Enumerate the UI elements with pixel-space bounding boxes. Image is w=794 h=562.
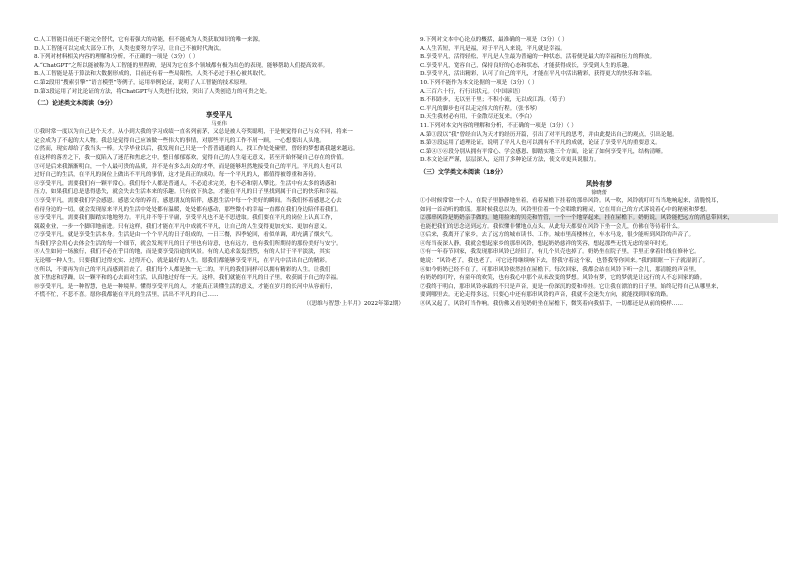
paragraph-line: 看待身边的一切，就会发现原来平凡的生活中处处都有温暖，处处都有感动，那些微小的幸福一直都在我们身边陪伴着我们。 <box>34 206 342 213</box>
article-title: 风铃有梦 <box>585 179 613 188</box>
q9-option-c: C.享受平凡，宽容自己，保持良好的心态和状态，才能获得成长，享受到人生的乐趣。 <box>420 62 633 69</box>
q11-option-d: D.本文论证严谨，层层深入，运用了多种论证方法，使文章更具说服力。 <box>420 157 600 164</box>
q11-option-b: B.第③段运用了道理论证，说明了平凡人也可以拥有不平凡的成就，论证了享受平凡的重要意义。 <box>420 140 661 147</box>
paragraph-line: 不慌不忙，不悲不喜。愿你我都能在平凡的生活里，活出不平凡的自己…… <box>34 292 219 299</box>
q9-option-b: B.享受平凡，活得轻松，平凡是人生最为普遍的一种状态，活着便是最大的幸福和压力的释放。 <box>420 54 656 61</box>
paragraph-line: ⑩享受平凡，是一种智慧，也是一种境界。懂得享受平凡的人，才能真正读懂生活的意义，才能在岁月的长河中从容前行， <box>34 283 337 290</box>
paragraph-line: ⑤享受平凡，需要我们学会感恩。感恩父母的养育，感恩朋友的陪伴，感恩生活中每一个美好的瞬间。当我们怀着感恩之心去 <box>34 197 342 204</box>
paragraph-line: 过好自己的生活，在平凡的岗位上做出不平凡的事情，这才是真正的成功。每一个平凡的人，都值得被尊重和善待。 <box>34 172 320 179</box>
paragraph-line: 兢兢业业，一步一个脚印地前进。只有这样，我们才能在平凡中成就不平凡，让自己的人生变得更加充实、更加有意义。 <box>34 223 331 230</box>
paragraph-line: ⑧人生如同一场旅行，我们不必在乎目的地，而是要享受沿途的风景。有的人追求轰轰烈烈，有的人甘于平平淡淡，其实 <box>34 249 331 256</box>
paragraph-line: ③可是后来我渐渐明白，一个人最可贵的品质，并不是有多么出众的才华，而是能够坦然地接受自己的平凡。平凡的人也可以 <box>34 163 342 170</box>
highlighted-paragraph-line: ②那串风铃是奶奶亲手做的。她用捡来的贝壳和竹管，一个一个地穿起来，挂在屋檐下。奶奶说，风铃能把远方的消息带回来， <box>420 214 778 223</box>
paragraph-line: ⑦享受平凡，就是享受生活本身。生活是由一个个平凡的日子组成的，一日三餐，四季轮回，看似单调，却充满了烟火气。 <box>34 232 337 239</box>
q8-option-c: C.第2段用“搜索引擎”“语言模型”等例子，运用举例论证，说明了人工智能的技术原理。 <box>34 79 251 86</box>
intro-line: D.人工智能可以完成大部分工作，人类也要努力学习，让自己不被时代淘汰。 <box>34 45 225 52</box>
q9-option-a: A.人生苦短，平凡是福，对于平凡人来说，平凡就是幸福。 <box>420 45 566 52</box>
article-author: 徐晓蕾 <box>591 189 607 196</box>
article-author: 马亚伟 <box>211 121 227 128</box>
article-body <box>420 197 778 309</box>
right-column <box>420 36 778 309</box>
q8-option-d: D.第3段运用了对比论证的方法，将ChatGPT与人类进行比较，突出了人类创造力的可贵之处。 <box>34 88 271 95</box>
article-source: （《思维与智慧·上半月》2022年第2期） <box>303 301 404 308</box>
paragraph-line: ①我时常一度以为自己是个天才。从小到大我的学习成绩一直名列前茅，又总是被人夸奖聪明，于是便觉得自己与众不同，将来一 <box>34 129 353 136</box>
q9-option-d: D.享受平凡，活出精彩，认可了自己的平凡，才能在平凡中活出精彩，获得更大的快乐和幸福。 <box>420 71 656 78</box>
paragraph-line: ③后来，我离开了家乡，去了远方的城市读书、工作。城市里高楼林立，车水马龙，很少能听到风铃的声音了。 <box>420 232 695 239</box>
paragraph-line: 定会成为了不起的大人物。我总是觉得自己应该做一些伟大的事情，对那些平凡的工作不屑一顾，一心想要出人头地。 <box>34 137 325 144</box>
q8-option-b: B.人工智能是基于算法和大数据形成的，目前还有着一些局限性，人类不必过于担心被其取代。 <box>34 71 270 78</box>
paragraph-line: ⑦我终于明白，那串风铃承载的不只是声音，更是一份深沉的爱和牵挂。它让我在漂泊的日子里，始终记得自己从哪里来， <box>420 283 723 290</box>
question-11: 11.下列对本文内容的理解和分析，不正确的一项是（3分）（ ） <box>420 122 577 129</box>
article-title: 享受平凡 <box>205 111 233 120</box>
paragraph-line: ⑥享受平凡，需要我们脚踏实地地努力。平凡并不等于平庸，享受平凡也不是不思进取。我们要在平凡的岗位上认真工作， <box>34 215 337 222</box>
paragraph-line: 她说：“风铃老了，我也老了，可它还得继续响下去，替我守着这个家，也替我等你回来。”我的眼眶一下子就湿润了。 <box>420 258 709 265</box>
q10-option-d: D.天生我材必有用，千金散尽还复来。（李白） <box>420 114 536 121</box>
q8-option-a: A.“ChatGPT”之所以能被称为人工智能的里程碑，是因为它在多个领域都有极为出色的表现，能够帮助人们提高效率。 <box>34 62 329 69</box>
section-title: （二）论述类文本阅读（9分） <box>34 100 117 108</box>
paragraph-line: ①小时候常常一个人，在院子里静静地坐着，看着屋檐下挂着的那串风铃。风一吹，风铃就叮叮当当地响起来，清脆悦耳， <box>420 197 723 204</box>
paragraph-line: 也能把我们的思念送到远方。我似懂非懂地点点头，从此每天都要在风铃下坐一会儿，仿佛在等待着什么。 <box>420 223 683 230</box>
q10-option-c: C.平凡的脚步也可以走完伟大的行程。（张书琴） <box>420 105 541 112</box>
paragraph-line: 有奶奶的叮咛，有童年的欢笑，也有我心中那个从未改变的梦想。风铃有梦，它的梦就是让远行的人不忘回家的路。 <box>420 275 706 282</box>
paragraph-line: ④享受平凡，需要我们有一颗平常心。我们每个人都是普通人，不必追求完美，也不必和别人攀比。生活中有太多的诱惑和 <box>34 180 337 187</box>
question-9: 9.下列对文本中心论点的概括，最准确的一项是（3分）（ ） <box>420 37 568 43</box>
paragraph-line: 要到哪里去。无论走得多远，只要心中还有那串风铃的声音，我就不会迷失方向，就能找到回家的路。 <box>420 292 672 299</box>
q11-option-a: A.第①段以“我”曾经自认为天才的经历开篇，引出了对平凡的思考，并由此提出自己的观点，引出论题。 <box>420 131 678 138</box>
section-title: （三）文学类文本阅读（18分） <box>420 168 507 176</box>
paragraph-line: ②然而，现实却给了我当头一棒。大学毕业以后，我发现自己只是一个普普通通的人，找工作处处碰壁，曾经的梦想离我越来越远。 <box>34 146 359 153</box>
question-10: 10.下列不能作为本文论据的一项是（3分）（ ） <box>420 79 538 86</box>
left-column <box>34 36 404 309</box>
paragraph-line: 放下焦虑和浮躁，以一颗平和的心去面对生活，认真地过好每一天。这样，我们就能在平凡的日子里，收获属于自己的幸福。 <box>34 275 342 282</box>
paragraph-line: ⑤有一年春节回家，我发现那串风铃已经旧了，有几个贝壳也掉了。奶奶坐在院子里，手里正拿着针线在修补它。 <box>420 249 700 256</box>
paragraph-line: ⑨所以，不要再为自己的平凡而感到沮丧了。我们每个人都是独一无二的，平凡的我们同样可以拥有精彩的人生。让我们 <box>34 266 331 273</box>
paragraph-line: ⑥如今奶奶已经不在了，可那串风铃依然挂在屋檐下。每次回家，我都会站在风铃下听一会儿，那清脆的声音里， <box>420 266 700 273</box>
q11-option-c: C.第④⑤⑥段分别从拥有平常心、学会感恩、脚踏实地三个方面，论证了如何享受平凡，结构清晰。 <box>420 148 667 155</box>
paragraph-line: 如同一首动听的歌谣。那时候我总以为，风铃里住着一个会唱歌的精灵，它在用自己的方式诉说着心中的秘密和梦想。 <box>420 206 711 213</box>
paragraph-line: 在这样的落差之下，我一度陷入了迷茫和焦虑之中，整日郁郁寡欢，觉得自己的人生毫无意义，甚至开始怀疑自己存在的价值。 <box>34 154 348 161</box>
q10-option-b: B.不积跬步，无以至千里；不积小流，无以成江海。（荀子） <box>420 97 569 104</box>
q10-option-a: A.三百六十行，行行出状元。（中国谚语） <box>420 88 524 95</box>
question-8: 8.下列对材料相关内容的理解和分析，不正确的一项是（3分）（ ） <box>34 54 199 61</box>
article-body <box>34 128 404 300</box>
paragraph-line: 无论哪一种人生，只要我们过得充实、过得开心，就是最好的人生。愿我们都能够享受平凡，在平凡中活出自己的精彩。 <box>34 258 331 265</box>
paragraph-line: 当我们学会用心去体会生活的每一个细节，就会发现平凡的日子里也有诗意，也有远方，也有我们所期待的那份美好与安宁。 <box>34 240 342 247</box>
paragraph-line: 压力，如果我们总是患得患失，就会失去生活本来的乐趣。只有放下执念，才能在平凡的日子里找到属于自己的快乐和幸福。 <box>34 189 342 196</box>
paragraph-line: ④每当夜深人静，我就会想起家乡的那串风铃，想起奶奶慈祥的笑容，想起那些无忧无虑的童年时光。 <box>420 240 672 247</box>
intro-line: C.人工智能目前还不能完全替代，它有着强大的功能，但不能成为人类获取知识的唯一来源。 <box>34 37 264 43</box>
paragraph-line: ⑧风又起了，风铃叮当作响。我仿佛又看见奶奶坐在屋檐下，微笑着向我招手，一切都还是从前的模样…… <box>420 301 683 308</box>
